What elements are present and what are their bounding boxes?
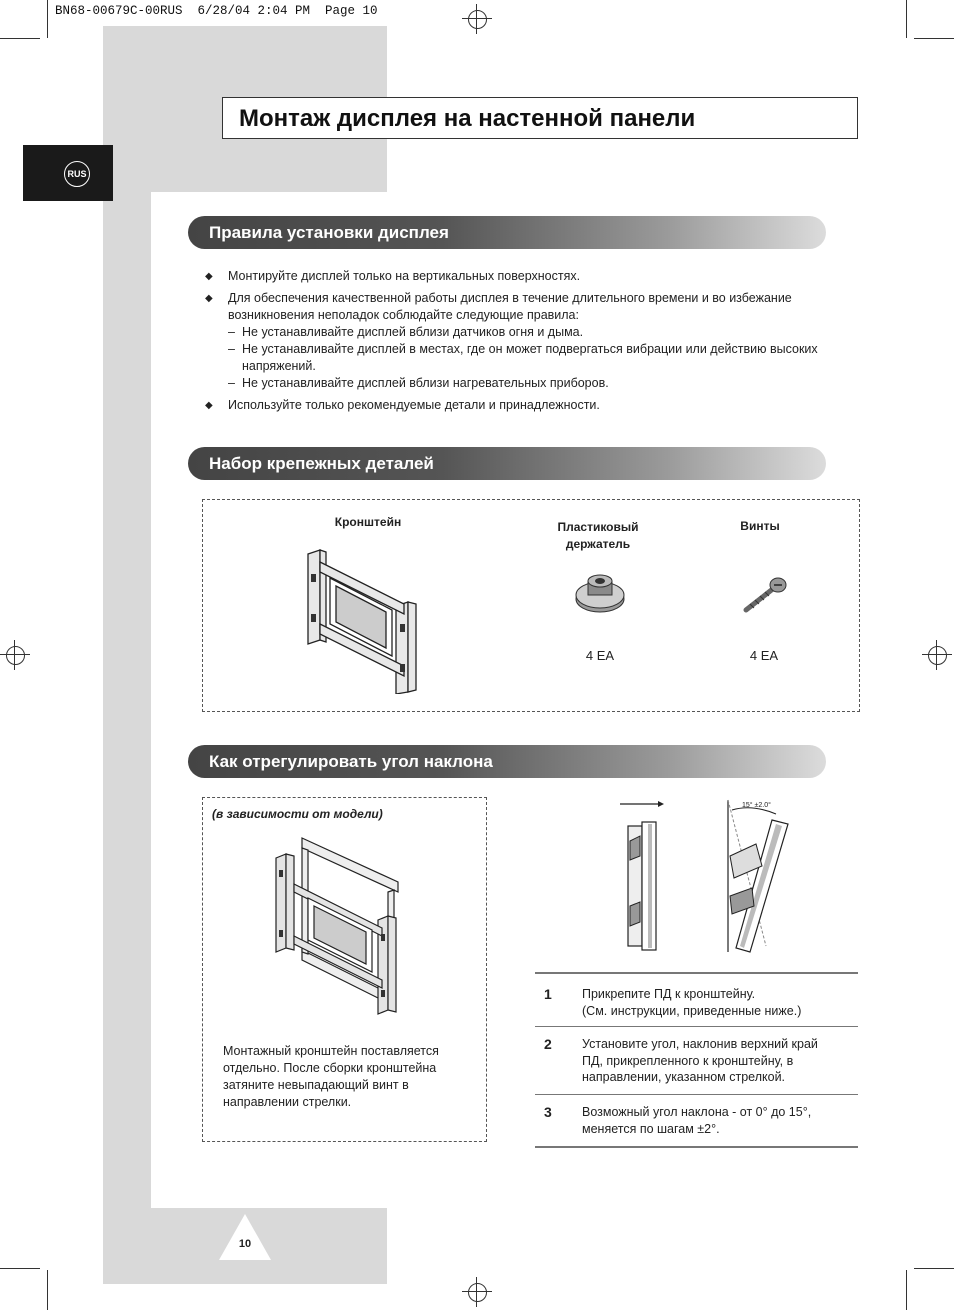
caption-line: Монтажный кронштейн поставляется xyxy=(223,1044,439,1058)
step-line: ПД, прикрепленного к кронштейну, в xyxy=(582,1053,794,1068)
part-qty-screws: 4 EA xyxy=(749,648,779,663)
sub-list-item: – Не устанавливайте дисплей вблизи датчиков огня и дыма. xyxy=(228,324,845,341)
gray-panel-left xyxy=(103,192,151,1208)
part-qty-holder: 4 EA xyxy=(585,648,615,663)
print-header: BN68-00679C-00RUS 6/28/04 2:04 PM Page 10 xyxy=(55,4,378,18)
step-number: 3 xyxy=(544,1104,552,1120)
list-item-text: ◆ Для обеспечения качественной работы дисплея в течение длительного времени и во избежание возникновения неполадок соблюдайте следующие правила: xyxy=(228,291,792,322)
caption-line: направлении стрелки. xyxy=(223,1095,352,1109)
crop-mark xyxy=(47,1270,48,1310)
registration-mark xyxy=(462,1277,492,1307)
steps-list xyxy=(535,972,858,1148)
section-title: Как отрегулировать угол наклона xyxy=(209,752,493,771)
part-label-holder-line1: Пластиковый xyxy=(557,520,639,534)
section-header-parts xyxy=(188,447,826,480)
caption-line: затяните невыпадающий винт в xyxy=(223,1078,409,1092)
rules-list xyxy=(205,268,845,419)
plastic-holder-illustration xyxy=(573,573,627,615)
wall-bracket-illustration xyxy=(296,544,426,694)
list-item: ◆ Монтируйте дисплей только на вертикальных поверхностях. xyxy=(205,268,845,285)
step-item xyxy=(535,1095,858,1148)
sub-list-item: – Не устанавливайте дисплей в местах, где он может подвергаться вибрации или действию высоких напряжений. xyxy=(228,341,845,375)
crop-mark xyxy=(0,38,40,39)
section-title: Набор крепежных деталей xyxy=(209,454,434,473)
caption-line: отдельно. После сборки кронштейна xyxy=(223,1061,437,1075)
page-number: 10 xyxy=(238,1238,252,1250)
page-title: Монтаж дисплея на настенной панели xyxy=(239,105,696,132)
list-item xyxy=(205,290,845,392)
page-title-box xyxy=(222,97,858,139)
part-label-holder xyxy=(538,519,658,553)
part-label-holder-line2: держатель xyxy=(565,537,631,551)
step-number: 2 xyxy=(544,1036,552,1052)
crop-mark xyxy=(906,1270,907,1310)
language-badge: RUS xyxy=(64,161,90,187)
section-header-rules xyxy=(188,216,826,249)
bracket-assembly-illustration xyxy=(268,830,408,1030)
step-text xyxy=(582,986,852,1019)
crop-mark xyxy=(914,1268,954,1269)
display-tilted-illustration xyxy=(722,796,812,956)
crop-mark xyxy=(47,0,48,38)
page-number-marker xyxy=(219,1214,271,1260)
bracket-caption xyxy=(223,1043,439,1111)
step-item xyxy=(535,974,858,1027)
step-line: Возможный угол наклона - от 0° до 15°, xyxy=(582,1105,812,1119)
display-vertical-illustration xyxy=(618,796,668,956)
step-line: Установите угол, наклонив верхний край xyxy=(582,1037,818,1051)
registration-mark xyxy=(462,4,492,34)
crop-mark xyxy=(906,0,907,38)
crop-mark xyxy=(914,38,954,39)
model-note: (в зависимости от модели) xyxy=(212,807,383,821)
step-line: (См. инструкции, приведенные ниже.) xyxy=(582,1003,802,1018)
angle-label: 15° ±2.0° xyxy=(742,802,771,809)
step-number: 1 xyxy=(544,986,552,1002)
language-tab xyxy=(23,145,113,201)
section-title: Правила установки дисплея xyxy=(209,223,449,242)
step-text xyxy=(582,1104,852,1137)
part-label-screws: Винты xyxy=(740,519,780,533)
registration-mark xyxy=(0,640,30,670)
section-header-tilt xyxy=(188,745,826,778)
step-line: направлении, указанном стрелкой. xyxy=(582,1070,786,1084)
step-text xyxy=(582,1036,852,1086)
crop-mark xyxy=(0,1268,40,1269)
step-item xyxy=(535,1027,858,1095)
registration-mark xyxy=(922,640,952,670)
part-label-bracket: Кронштейн xyxy=(334,515,402,529)
sub-list-item: – Не устанавливайте дисплей вблизи нагревательных приборов. xyxy=(228,375,845,392)
step-line: меняется по шагам ±2°. xyxy=(582,1121,720,1136)
list-item: ◆ Используйте только рекомендуемые детали и принадлежности. xyxy=(205,397,845,414)
screw-illustration xyxy=(740,576,788,614)
step-line: Прикрепите ПД к кронштейну. xyxy=(582,987,756,1001)
